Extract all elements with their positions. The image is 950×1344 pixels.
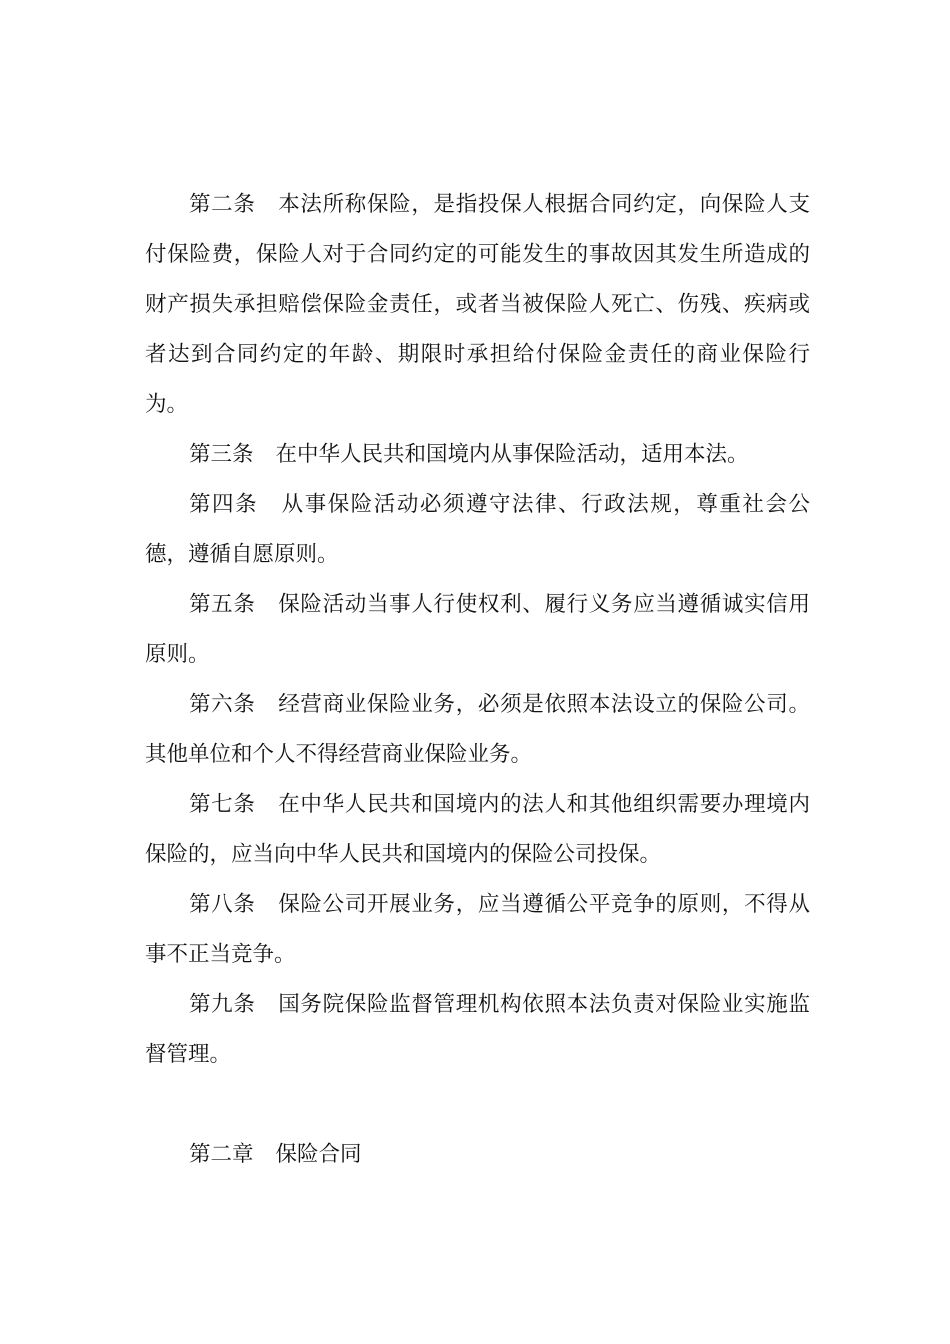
article-number: 第九条 bbox=[189, 992, 256, 1017]
article-number: 第四条 bbox=[189, 492, 259, 517]
article-5 bbox=[145, 580, 810, 680]
article-2 bbox=[145, 180, 810, 430]
article-text: 经营商业保险业务，必须是依照本法设立的保险公司。其他单位和个人不得经营商业保险业务。 bbox=[145, 692, 810, 767]
article-text: 本法所称保险，是指投保人根据合同约定，向保险人支付保险费，保险人对于合同约定的可能发生的事故因其发生所造成的财产损失承担赔偿保险金责任，或者当被保险人死亡、伤残、疾病或者达到合同约定的年龄、期限时承担给付保险金责任的商业保险行为。 bbox=[145, 192, 810, 417]
chapter-title: 保险合同 bbox=[275, 1142, 362, 1167]
chapter-heading bbox=[145, 1130, 810, 1180]
article-4 bbox=[145, 480, 810, 580]
article-number: 第二条 bbox=[189, 192, 256, 217]
chapter-number: 第二章 bbox=[189, 1142, 254, 1167]
article-9 bbox=[145, 980, 810, 1080]
article-number: 第八条 bbox=[189, 892, 256, 917]
article-text: 从事保险活动必须遵守法律、行政法规，尊重社会公德，遵循自愿原则。 bbox=[145, 492, 810, 567]
article-number: 第三条 bbox=[189, 442, 254, 467]
article-text: 在中华人民共和国境内从事保险活动，适用本法。 bbox=[275, 442, 749, 467]
article-8 bbox=[145, 880, 810, 980]
article-number: 第六条 bbox=[189, 692, 256, 717]
article-text: 保险活动当事人行使权利、履行义务应当遵循诚实信用原则。 bbox=[145, 592, 810, 667]
article-3 bbox=[145, 430, 810, 480]
document-body bbox=[145, 180, 810, 1180]
article-number: 第五条 bbox=[189, 592, 256, 617]
article-7 bbox=[145, 780, 810, 880]
article-text: 在中华人民共和国境内的法人和其他组织需要办理境内保险的，应当向中华人民共和国境内的保险公司投保。 bbox=[145, 792, 810, 867]
article-text: 国务院保险监督管理机构依照本法负责对保险业实施监督管理。 bbox=[145, 992, 810, 1067]
article-6 bbox=[145, 680, 810, 780]
article-number: 第七条 bbox=[189, 792, 256, 817]
article-text: 保险公司开展业务，应当遵循公平竞争的原则，不得从事不正当竞争。 bbox=[145, 892, 810, 967]
